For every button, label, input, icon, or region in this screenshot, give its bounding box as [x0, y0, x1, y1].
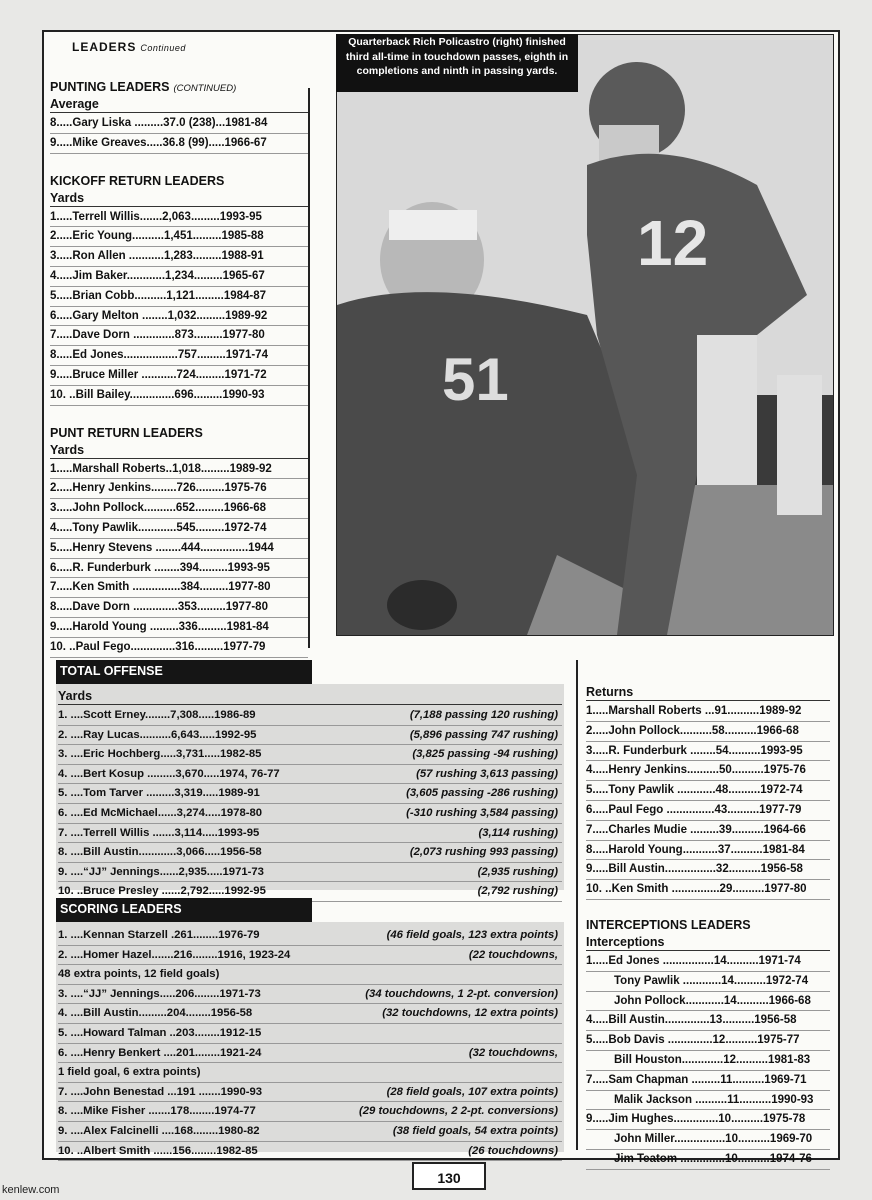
team-photo	[336, 34, 834, 636]
leader-row: 4.....Henry Jenkins..........50..........1975-76	[586, 761, 830, 781]
leader-row-main: 1. ....Kennan Starzell .261........1976-79	[58, 929, 260, 941]
leader-row: 7.....Charles Mudie .........39..........1964-66	[586, 821, 830, 841]
leader-row: 5.....Bob Davis ..............12..........1975-77	[586, 1031, 830, 1051]
leader-row	[58, 804, 562, 824]
leader-row: 2.....Henry Jenkins........726.........1975-76	[50, 479, 308, 499]
punting-title: PUNTING LEADERS (CONTINUED)	[50, 80, 237, 94]
leader-row-main: 6. ....Henry Benkert ....201........1921-24	[58, 1046, 262, 1059]
leader-row-detail: (3,605 passing -286 rushing)	[406, 787, 558, 800]
leader-row-detail: (3,114 rushing)	[478, 826, 558, 839]
leader-row: 8.....Gary Liska .........37.0 (238)...1981-84	[50, 114, 308, 134]
interceptions-title: INTERCEPTIONS LEADERS	[586, 917, 751, 932]
leader-row-detail: (5,896 passing 747 rushing)	[409, 728, 558, 741]
leader-row	[58, 926, 562, 946]
leader-row: 7.....Sam Chapman .........11..........1969-71	[586, 1071, 830, 1091]
leader-row-continued: 48 extra points, 12 field goals)	[58, 965, 562, 985]
leader-row: Tony Pawlik ............14..........1972-74	[586, 972, 830, 992]
total-offense-list	[58, 706, 562, 902]
leader-row: 9.....Mike Greaves.....36.8 (99).....1966-67	[50, 134, 308, 154]
right-column-rule	[576, 660, 578, 1150]
leader-row-main: 7. ....John Benestad ...191 .......1990-93	[58, 1085, 263, 1098]
leader-row: 1.....Marshall Roberts ...91..........1989-92	[586, 702, 830, 722]
leader-row-detail: (2,935 rushing)	[477, 865, 558, 878]
leader-row: 7.....Ken Smith ...............384.........1977-80	[50, 578, 308, 598]
punt-return-sub: Yards	[50, 443, 308, 459]
leader-row	[58, 1083, 562, 1103]
leader-row-detail: (57 rushing 3,613 passing)	[416, 767, 558, 780]
svg-text:51: 51	[442, 346, 509, 413]
leader-row	[58, 726, 562, 746]
leader-row-detail: (32 touchdowns, 12 extra points)	[382, 1007, 558, 1020]
leader-row	[58, 765, 562, 785]
leader-row	[58, 1142, 562, 1162]
leader-row	[58, 1024, 562, 1044]
leader-row: 3.....R. Funderburk ........54..........1993-95	[586, 742, 830, 762]
photo-illustration	[337, 35, 834, 636]
leader-row	[58, 985, 562, 1005]
running-head-title: LEADERS	[72, 40, 137, 54]
leader-row-detail: (34 touchdowns, 1 2-pt. conversion)	[365, 987, 558, 1000]
leader-row: 6.....Paul Fego ...............43..........1977-79	[586, 801, 830, 821]
leader-row-detail: (29 touchdowns, 2 2-pt. conversions)	[359, 1105, 558, 1118]
scoring-table	[58, 926, 562, 1161]
kickoff-sub: Yards	[50, 191, 308, 207]
left-column	[50, 80, 308, 658]
leader-row: 10. ..Ken Smith ...............29..........1977-80	[586, 880, 830, 900]
leader-row-main: 3. ....Eric Hochberg.....3,731.....1982-85	[58, 748, 262, 761]
returns-sub: Returns	[586, 685, 830, 701]
leader-row: John Pollock............14..........1966-68	[586, 992, 830, 1012]
leader-row: 5.....Henry Stevens ........444...............1944	[50, 539, 308, 559]
leader-row: 2.....John Pollock..........58..........1966-68	[586, 722, 830, 742]
leader-row-detail: (32 touchdowns,	[468, 1046, 558, 1059]
leader-row-detail: (46 field goals, 123 extra points)	[386, 929, 558, 941]
leader-row-main: 7. ....Terrell Willis .......3,114.....1993-95	[58, 826, 260, 839]
leader-row: 3.....John Pollock..........652.........1966-68	[50, 499, 308, 519]
leader-row: 4.....Tony Pawlik............545.........1972-74	[50, 519, 308, 539]
kickoff-title: KICKOFF RETURN LEADERS	[50, 173, 225, 188]
leader-row-detail: (26 touchdowns)	[468, 1144, 558, 1157]
leader-row	[58, 946, 562, 966]
leader-row-detail: (-310 rushing 3,584 passing)	[406, 806, 558, 819]
page-number: 130	[412, 1162, 486, 1190]
leader-row: 4.....Jim Baker............1,234.........1965-67	[50, 267, 308, 287]
running-head	[72, 40, 186, 54]
interceptions-list	[586, 952, 830, 1170]
leader-row	[58, 706, 562, 726]
scoring-list	[58, 926, 562, 1161]
leader-row: 3.....Ron Allen ...........1,283.........1988-91	[50, 247, 308, 267]
leader-row: 1.....Terrell Willis.......2,063.........1993-95	[50, 208, 308, 228]
leader-row-main: 10. ..Bruce Presley ......2,792.....1992-95	[58, 885, 266, 898]
leader-row-main: 4. ....Bert Kosup .........3,670.....1974, 76-77	[58, 767, 280, 780]
leader-row-main: 4. ....Bill Austin.........204........1956-58	[58, 1007, 253, 1020]
leader-row	[58, 843, 562, 863]
leader-row-main: 1. ....Scott Erney........7,308.....1986-89	[58, 709, 256, 721]
leader-row	[58, 1004, 562, 1024]
punting-list	[50, 114, 308, 154]
leader-row-continued: 1 field goal, 6 extra points)	[58, 1063, 562, 1083]
right-column	[586, 682, 830, 1170]
leader-row-main: 6. ....Ed McMichael......3,274.....1978-80	[58, 806, 263, 819]
leader-row	[58, 745, 562, 765]
leader-row: 7.....Dave Dorn .............873.........1977-80	[50, 326, 308, 346]
leader-row-main: 8. ....Mike Fisher .......178........1974-77	[58, 1105, 256, 1118]
svg-text:12: 12	[637, 207, 709, 279]
leader-row-detail: (2,073 rushing 993 passing)	[409, 846, 558, 859]
leader-row	[58, 863, 562, 883]
total-offense-title: TOTAL OFFENSE	[56, 660, 312, 684]
leader-row: Jim Teatom ..............10..........1974-76	[586, 1150, 830, 1170]
leader-row	[58, 784, 562, 804]
leader-row: 2.....Eric Young..........1,451.........1985-88	[50, 227, 308, 247]
running-head-sub: Continued	[140, 43, 186, 53]
leader-row: 9.....Harold Young .........336.........1981-84	[50, 618, 308, 638]
interceptions-sub: Interceptions	[586, 935, 830, 951]
leader-row: 8.....Dave Dorn ..............353.........1977-80	[50, 598, 308, 618]
leader-row: 8.....Ed Jones.................757.........1971-74	[50, 346, 308, 366]
leader-row: 10. ..Bill Bailey..............696.........1990-93	[50, 386, 308, 406]
total-offense-sub: Yards	[58, 689, 562, 705]
leader-row: 6.....Gary Melton ........1,032.........1989-92	[50, 307, 308, 327]
leader-row-main: 10. ..Albert Smith ......156........1982-85	[58, 1144, 258, 1157]
leader-row	[58, 1044, 562, 1064]
returns-list	[586, 702, 830, 900]
leader-row-main: 9. ....“JJ” Jennings......2,935.....1971-73	[58, 865, 264, 878]
leader-row: John Miller................10..........1969-70	[586, 1130, 830, 1150]
punt-return-list	[50, 460, 308, 658]
leader-row: 1.....Ed Jones ................14..........1971-74	[586, 952, 830, 972]
leader-row-main: 3. ....“JJ” Jennings.....206........1971-73	[58, 987, 261, 1000]
total-offense-table	[58, 686, 562, 902]
photo-caption: Quarterback Rich Policastro (right) finished third all-time in touchdown passes, eighth in completions and ninth in passing yards.	[336, 34, 578, 92]
punting-sub: Average	[50, 97, 308, 113]
leader-row-detail: (28 field goals, 107 extra points)	[386, 1085, 558, 1098]
leader-row: 8.....Harold Young...........37..........1981-84	[586, 841, 830, 861]
leader-row: 6.....R. Funderburk ........394.........1993-95	[50, 559, 308, 579]
leader-row-detail: (7,188 passing 120 rushing)	[409, 709, 558, 721]
leader-row-main: 5. ....Tom Tarver .........3,319.....1989-91	[58, 787, 260, 800]
site-credit: kenlew.com	[2, 1184, 60, 1196]
leader-row-main: 9. ....Alex Falcinelli ....168........1980-82	[58, 1124, 260, 1137]
punt-return-title: PUNT RETURN LEADERS	[50, 425, 203, 440]
leader-row: 10. ..Paul Fego..............316.........1977-79	[50, 638, 308, 658]
leader-row: 9.....Bill Austin................32..........1956-58	[586, 860, 830, 880]
leader-row	[58, 1102, 562, 1122]
leader-row	[58, 1122, 562, 1142]
leader-row-detail: (2,792 rushing)	[477, 885, 558, 898]
scoring-title: SCORING LEADERS	[56, 898, 312, 922]
leader-row: 5.....Brian Cobb..........1,121.........1984-87	[50, 287, 308, 307]
leader-row	[58, 824, 562, 844]
leader-row-detail: (3,825 passing -94 rushing)	[412, 748, 558, 761]
leader-row-detail: (38 field goals, 54 extra points)	[392, 1124, 558, 1137]
kickoff-list	[50, 208, 308, 406]
leader-row: Bill Houston.............12..........1981-83	[586, 1051, 830, 1071]
leader-row-main: 2. ....Ray Lucas..........6,643.....1992-95	[58, 728, 257, 741]
left-column-rule	[308, 88, 310, 648]
leader-row: 9.....Jim Hughes..............10..........1975-78	[586, 1110, 830, 1130]
leader-row-detail: (22 touchdowns,	[468, 948, 558, 961]
leader-row-main: 2. ....Homer Hazel.......216........1916, 1923-24	[58, 948, 291, 961]
leader-row: Malik Jackson ..........11..........1990-93	[586, 1091, 830, 1111]
leader-row: 9.....Bruce Miller ...........724.........1971-72	[50, 366, 308, 386]
leader-row-main: 5. ....Howard Talman ..203........1912-15	[58, 1026, 262, 1039]
leader-row-main: 8. ....Bill Austin............3,066.....1956-58	[58, 846, 262, 859]
leader-row: 4.....Bill Austin..............13..........1956-58	[586, 1011, 830, 1031]
leader-row: 1.....Marshall Roberts..1,018.........1989-92	[50, 460, 308, 480]
leader-row: 5.....Tony Pawlik ............48..........1972-74	[586, 781, 830, 801]
